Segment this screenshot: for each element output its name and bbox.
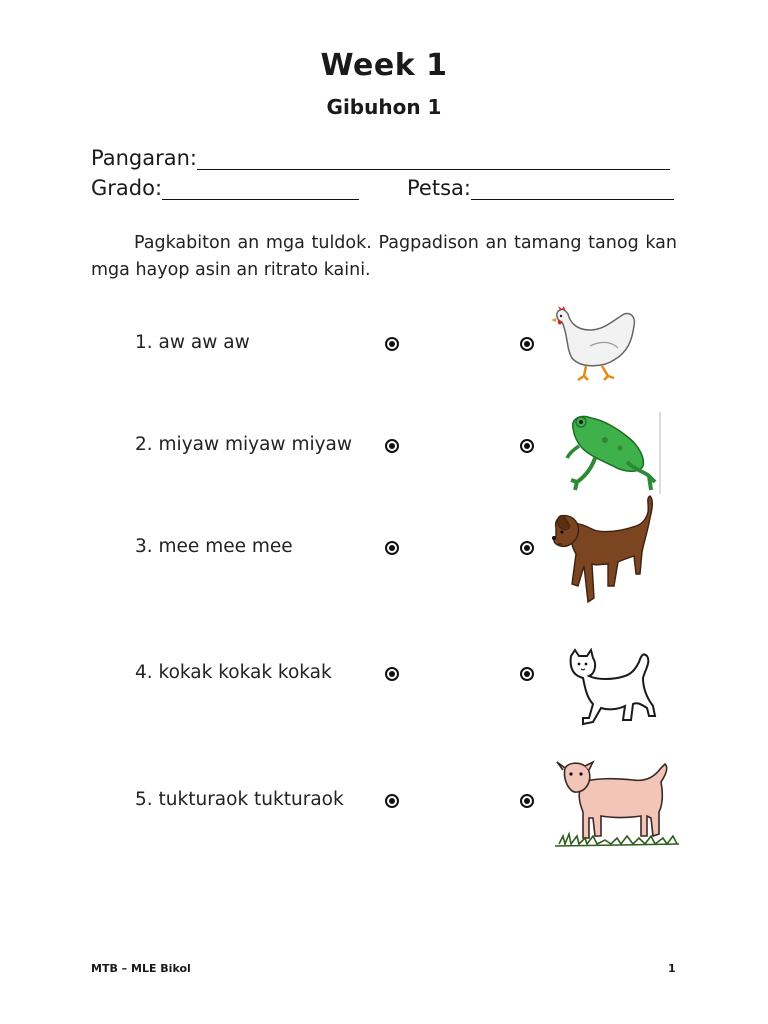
item-label-1: 1. aw aw aw (135, 332, 250, 353)
grade-field (91, 176, 359, 200)
left-dot-3[interactable] (385, 541, 399, 555)
right-dot-2[interactable] (520, 439, 534, 453)
left-dot-5[interactable] (385, 794, 399, 808)
name-label: Pangaran: (91, 146, 197, 170)
item-label-2: 2. miyaw miyaw miyaw (135, 434, 353, 455)
right-dot-1[interactable] (520, 337, 534, 351)
left-dot-1[interactable] (385, 337, 399, 351)
right-dot-3[interactable] (520, 541, 534, 555)
item-label-4: 4. kokak kokak kokak (135, 662, 332, 683)
right-dot-5[interactable] (520, 794, 534, 808)
right-dot-4[interactable] (520, 667, 534, 681)
dog-image (550, 494, 656, 606)
page-subtitle: Gibuhon 1 (326, 95, 442, 119)
item-label-5: 5. tukturaok tukturaok (135, 789, 344, 810)
chicken-image (550, 306, 642, 384)
instruction-text: Pagkabiton an mga tuldok. Pagpadison an tamang tanog kan mga hayop asin an ritrato kaini. (91, 233, 677, 280)
cat-image (567, 648, 659, 730)
left-dot-2[interactable] (385, 439, 399, 453)
grade-label: Grado: (91, 176, 163, 200)
name-line[interactable] (197, 147, 670, 170)
footer-page-number: 1 (668, 962, 676, 975)
page-title: Week 1 (320, 48, 448, 83)
name-field (91, 146, 670, 170)
date-label: Petsa: (407, 176, 471, 200)
grade-line[interactable] (162, 177, 359, 200)
goat-image (555, 756, 680, 851)
date-field (407, 176, 674, 200)
date-line[interactable] (471, 177, 674, 200)
footer-subject: MTB – MLE Bikol (91, 962, 191, 975)
frog-image (565, 410, 665, 496)
left-dot-4[interactable] (385, 667, 399, 681)
item-label-3: 3. mee mee mee (135, 536, 293, 557)
